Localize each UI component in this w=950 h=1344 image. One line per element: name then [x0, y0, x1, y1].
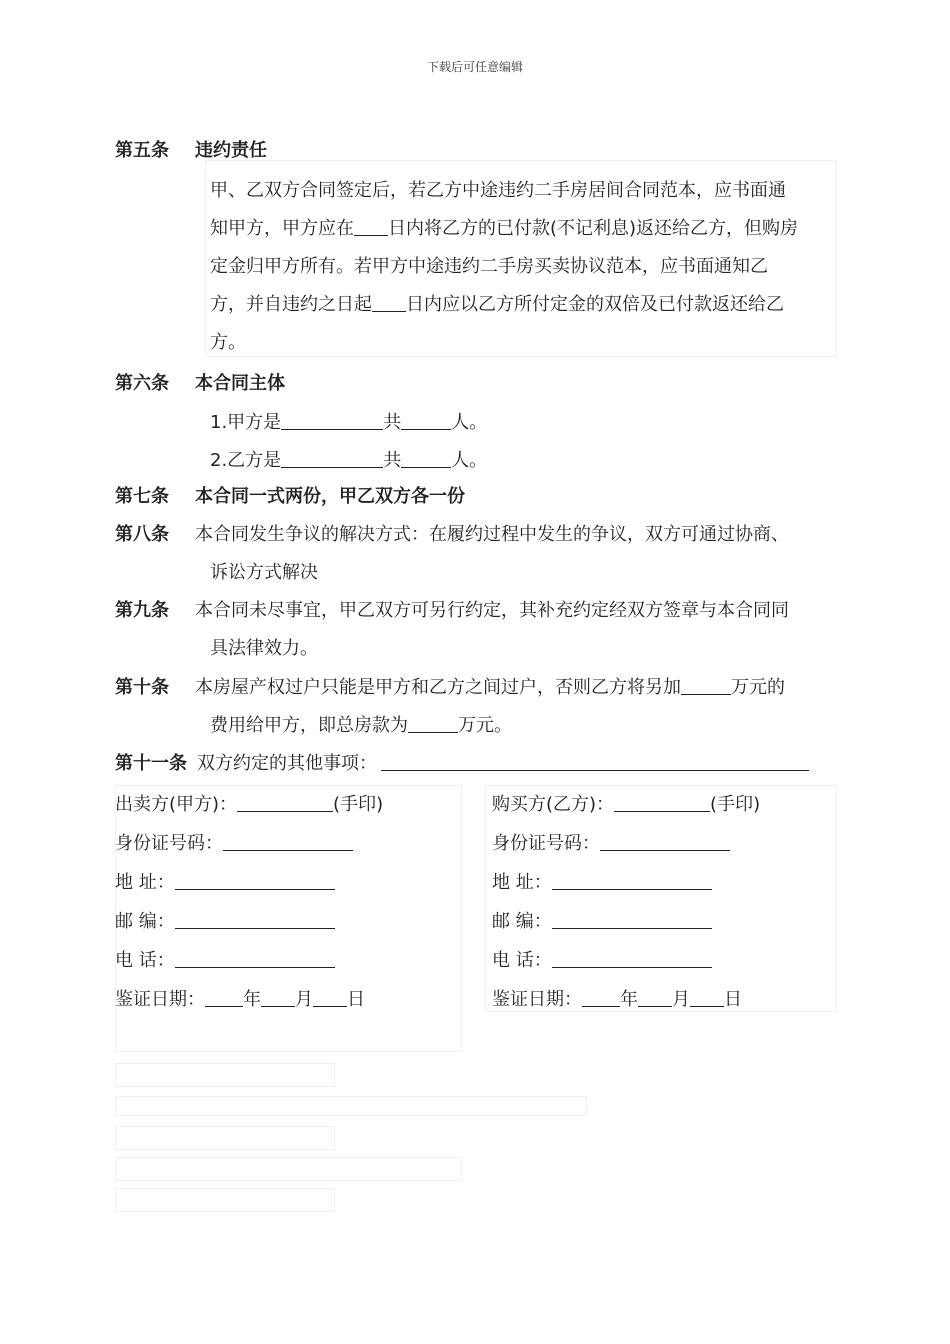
seller-phone-line: 电 话：	[115, 949, 335, 972]
blank-other-terms	[381, 752, 809, 771]
blank-year	[205, 988, 243, 1007]
article-label: 第五条	[115, 140, 169, 161]
article-8-line: 诉讼方式解决	[210, 562, 318, 583]
blank-buyer-zip	[552, 910, 712, 929]
blank-days	[354, 217, 388, 236]
empty-cell	[115, 1063, 335, 1087]
buyer-cell	[485, 785, 837, 1012]
blank-days	[372, 293, 406, 312]
blank-buyer-id	[600, 832, 730, 851]
blank-buyer-phone	[552, 949, 712, 968]
seller-party-line: 出卖方(甲方)： (手印)	[115, 794, 384, 815]
buyer-phone-line: 电 话：	[492, 949, 712, 972]
blank-seller-name	[237, 793, 333, 812]
article-label: 第十一条	[115, 753, 187, 774]
article-11-line: 第十一条 双方约定的其他事项：	[115, 752, 809, 775]
article-label: 第八条	[115, 524, 169, 545]
article-5-line: 知甲方，甲方应在 日内将乙方的已付款(不记利息)返还给乙方，但购房	[210, 218, 799, 239]
blank-buyer-name	[614, 793, 710, 812]
party-b-count-line: 2.乙方是 共 人。	[210, 450, 488, 471]
article-5-body	[210, 172, 840, 362]
blank-seller-id	[223, 832, 353, 851]
blank-buyer-address	[552, 871, 712, 890]
article-label: 第六条	[115, 373, 169, 394]
article-5-line: 方。	[210, 332, 246, 353]
blank-party-a-name	[281, 411, 383, 430]
empty-cell	[115, 1126, 335, 1150]
article-5-line: 定金归甲方所有。若甲方中途违约二手房买卖协议范本，应书面通知乙	[210, 256, 768, 277]
blank-seller-zip	[175, 910, 335, 929]
party-a-count-line: 1.甲方是 共 人。	[210, 412, 488, 433]
article-5-line: 甲、乙双方合同签定后，若乙方中途违约二手房居间合同范本，应书面通	[210, 180, 786, 201]
article-9-line: 具法律效力。	[210, 638, 318, 659]
seller-address-line: 地 址：	[115, 871, 335, 894]
blank-day	[313, 988, 347, 1007]
blank-day	[690, 988, 724, 1007]
buyer-zip-line: 邮 编：	[492, 910, 712, 933]
blank-seller-address	[175, 871, 335, 890]
buyer-date-line: 鉴证日期： 年 月 日	[492, 989, 742, 1010]
empty-cell	[115, 1096, 587, 1116]
article-10-line: 费用给甲方，即总房款为 万元。	[210, 715, 512, 736]
article-title: 违约责任	[195, 140, 267, 161]
article-6-heading	[115, 373, 285, 395]
empty-cell	[115, 1188, 335, 1212]
seller-date-line: 鉴证日期： 年 月 日	[115, 989, 365, 1010]
article-7-heading	[115, 486, 465, 508]
empty-cell	[115, 1157, 462, 1181]
blank-year	[582, 988, 620, 1007]
buyer-party-line: 购买方(乙方)： (手印)	[492, 794, 761, 815]
article-title: 本合同主体	[195, 373, 285, 394]
blank-party-b-count	[401, 449, 451, 468]
article-title: 本合同一式两份，甲乙双方各一份	[195, 486, 465, 507]
seller-id-line: 身份证号码：	[115, 832, 353, 855]
blank-total-price	[408, 714, 458, 733]
article-5-line: 方，并自违约之日起 日内应以乙方所付定金的双倍及已付款返还给乙	[210, 294, 784, 315]
article-8-line: 第八条 本合同发生争议的解决方式：在履约过程中发生的争议，双方可通过协商、	[115, 524, 789, 545]
article-9-line: 第九条 本合同未尽事宜，甲乙双方可另行约定，其补充约定经双方签章与本合同同	[115, 600, 789, 621]
blank-month	[261, 988, 295, 1007]
blank-seller-phone	[175, 949, 335, 968]
buyer-id-line: 身份证号码：	[492, 832, 730, 855]
header-note: 下载后可任意编辑	[426, 60, 523, 74]
blank-month	[638, 988, 672, 1007]
article-label: 第九条	[115, 600, 169, 621]
blank-party-a-count	[401, 411, 451, 430]
article-5-heading	[115, 140, 267, 162]
blank-extra-amount	[681, 676, 731, 695]
article-10-line: 第十条 本房屋产权过户只能是甲方和乙方之间过户，否则乙方将另加 万元的	[115, 677, 785, 698]
article-label: 第七条	[115, 486, 169, 507]
article-label: 第十条	[115, 677, 169, 698]
blank-party-b-name	[281, 449, 383, 468]
buyer-address-line: 地 址：	[492, 871, 712, 894]
seller-zip-line: 邮 编：	[115, 910, 335, 933]
